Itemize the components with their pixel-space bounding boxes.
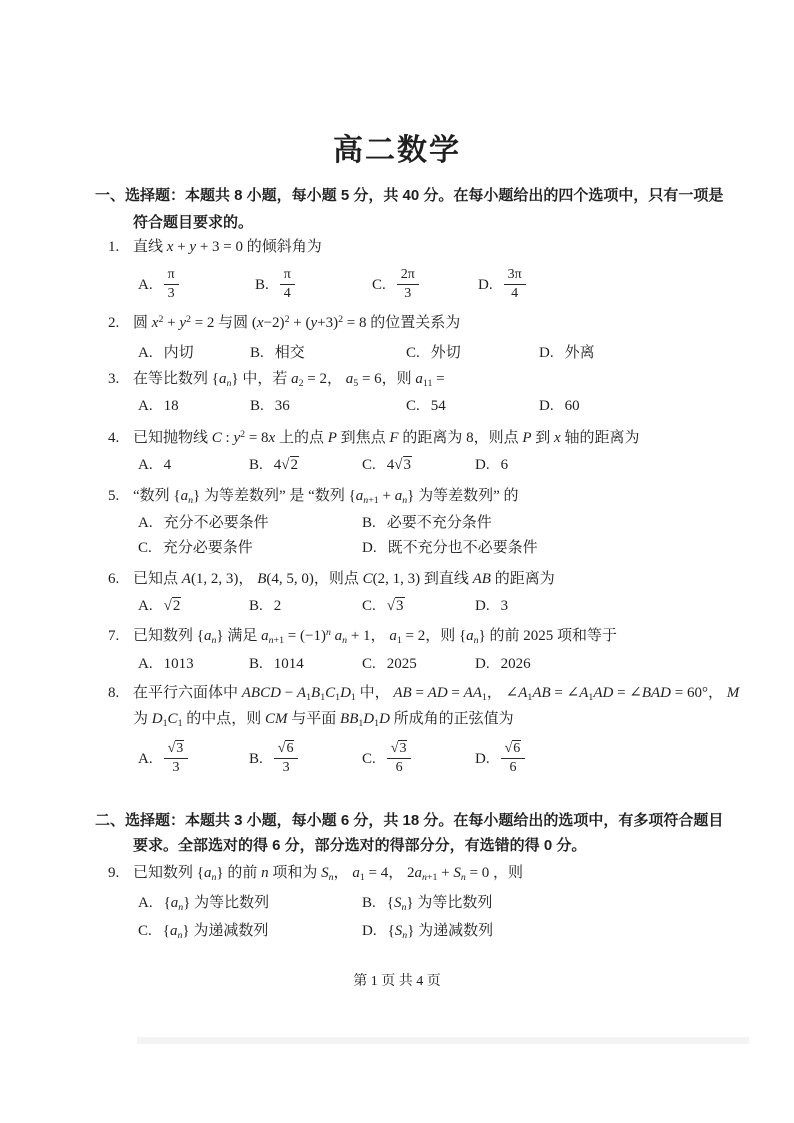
option-C [138,538,253,558]
option-label: B. [249,457,263,473]
option-label: D. [539,398,554,414]
option-value: $\frac{√6}{3}$ [274,741,299,776]
option-label: D. [539,345,554,361]
option-A [138,741,188,776]
option-C [406,343,461,363]
option-value: 相交 [274,345,305,361]
option-value: 36 [274,398,290,414]
option-A [138,513,269,533]
question-number: 8. [108,685,120,701]
option-A [138,596,181,616]
option-value: 3 [500,598,509,614]
option-C [138,921,268,941]
question-stem: “数列 $\{a_n\}$ 为等差数列” 是 “数列 $\{a_{n+1} + a_n\}$ 为等差数列” 的 [133,488,519,507]
option-value: 1014 [273,656,304,672]
question-number: 9. [108,865,120,881]
option-label: C. [138,923,152,939]
option-D [475,455,508,475]
option-value: $\{S_n\}$ 为递减数列 [387,923,494,942]
question-stem: 在等比数列 $\{a_n\}$ 中，若 $a_2 = 2$， $a_5 = 6$，则 $a_{11}$ = [133,371,445,390]
option-D [539,343,595,363]
scan-artifact-band [137,1037,749,1044]
option-label: A. [138,457,153,473]
option-label: B. [250,398,264,414]
option-value: $\frac{√6}{6}$ [501,741,526,776]
option-label: A. [138,895,153,911]
option-value: $\frac{2\pi}{3}$ [397,267,419,302]
option-A [138,455,171,475]
option-label: B. [249,598,263,614]
option-value: 1013 [163,656,194,672]
option-value: 外切 [430,345,461,361]
option-label: A. [138,656,153,672]
question-number: 3. [108,371,120,387]
option-D [475,741,525,776]
option-label: C. [362,598,376,614]
option-D [475,596,508,616]
option-value: $\frac{\pi}{3}$ [164,267,179,302]
option-value: 54 [430,398,446,414]
question-stem: 已知数列 $\{a_n\}$ 的前 n 项和为 $S_n$， $a_1 = 4$， $2a_{n+1} + S_n = 0$ ，则 [133,865,524,884]
option-label: C. [406,345,420,361]
option-value: $\frac{\pi}{4}$ [280,267,295,302]
option-B [249,654,304,674]
option-D [475,654,531,674]
question-stem: 在平行六面体中 ABCD − $A_1B_1C_1D_1$ 中， AB = AD = $AA_1$， $\angle A_1AB$ = $\angle A_1AD$ = ∠BAD = 60°， M [133,685,740,704]
option-label: C. [138,540,152,556]
option-value: √3 [386,598,404,614]
option-A [138,396,179,416]
option-value: 4√3 [386,457,411,473]
option-label: B. [362,515,376,531]
option-A [138,267,179,302]
option-label: B. [249,656,263,672]
option-label: A. [138,515,153,531]
option-value: 4√2 [273,457,298,473]
option-label: C. [362,457,376,473]
option-value: $\{S_n\}$ 为等比数列 [386,895,493,914]
option-label: C. [406,398,420,414]
option-label: D. [475,598,490,614]
option-B [249,455,299,475]
question-number: 4. [108,430,120,446]
question-stem: 为 $D_1C_1$ 的中点，则 CM 与平面 $BB_1D_1D$ 所成角的正弦值为 [133,711,514,730]
question-stem: 已知抛物线 C : $y^2 = 8x$ 上的点 P 到焦点 F 的距离为 8，则点 P 到 x 轴的距离为 [133,429,640,446]
question-stem: 已知数列 $\{a_n\}$ 满足 $a_{n+1} = (-1)^n$ $a_n + 1$， $a_1 = 2$，则 $\{a_n\}$ 的前 2025 项和等于 [133,627,618,647]
option-A [138,654,194,674]
option-B [362,513,492,533]
question-stem: 直线 x + y + 3 = 0 的倾斜角为 [133,239,322,255]
question-stem: 已知点 A(1, 2, 3)， B(4, 5, 0)，则点 C(2, 1, 3) 到直线 AB 的距离为 [133,571,555,587]
page-footer: 第 1 页 共 4 页 [353,974,441,989]
page-title: 高二数学 [333,134,461,167]
option-label: D. [478,276,493,293]
option-label: C. [362,656,376,672]
option-label: B. [249,750,263,767]
option-C [372,267,419,302]
option-label: A. [138,750,153,767]
option-label: D. [362,923,377,939]
option-C [362,741,411,776]
option-value: 60 [564,398,580,414]
option-B [250,396,290,416]
question-number: 7. [108,628,120,644]
option-label: C. [372,276,386,293]
option-label: D. [362,540,377,556]
option-C [362,455,412,475]
option-value: 2026 [500,656,531,672]
question-stem: 圆 $x^2 + y^2 = 2$ 与圆 $(x-2)^2 + (y+3)^2 = 8$ 的位置关系为 [133,314,461,331]
option-B [249,596,281,616]
option-label: A. [138,276,153,293]
option-value: $\frac{√3}{3}$ [164,741,189,776]
option-B [255,267,295,302]
section-1-heading-text: 一、选择题：本题共 8 小题，每小题 5 分，共 40 分。在每小题给出的四个选项中，只有一项是 [95,187,724,204]
option-value: 必要不充分条件 [386,515,492,531]
option-B [249,741,298,776]
option-value: 2 [273,598,282,614]
option-label: B. [362,895,376,911]
option-value: $\frac{3\pi}{4}$ [504,267,526,302]
question-number: 6. [108,571,120,587]
question-number: 5. [108,488,120,504]
option-value: 2025 [386,656,417,672]
option-A [138,343,194,363]
option-label: D. [475,457,490,473]
question-number: 1. [108,239,120,255]
section-2-heading-text: 要求。全部选对的得 6 分，部分选对的得部分分，有选错的得 0 分。 [133,837,587,854]
option-value: 内切 [163,345,194,361]
question-number: 2. [108,315,120,331]
option-value: √2 [163,598,181,614]
option-D [362,538,538,558]
option-label: C. [362,750,376,767]
option-value: 既不充分也不必要条件 [387,540,538,556]
section-2-heading-text: 二、选择题：本题共 3 小题，每小题 6 分，共 18 分。在每小题给出的选项中，有多项符合题目 [95,812,724,829]
option-A [138,893,269,913]
option-label: A. [138,598,153,614]
option-value: $\{a_n\}$ 为递减数列 [162,923,269,942]
option-B [362,893,492,913]
option-value: $\frac{√3}{6}$ [387,741,412,776]
option-value: 充分必要条件 [162,540,253,556]
option-label: D. [475,750,490,767]
option-value: 外离 [564,345,595,361]
option-C [406,396,446,416]
option-label: A. [138,398,153,414]
option-D [478,267,526,302]
option-label: B. [250,345,264,361]
option-value: 18 [163,398,179,414]
option-value: 充分不必要条件 [163,515,269,531]
option-C [362,596,405,616]
section-1-heading-text: 符合题目要求的。 [133,214,254,231]
option-label: D. [475,656,490,672]
option-value: 4 [163,457,172,473]
option-B [250,343,305,363]
option-D [362,921,493,941]
option-C [362,654,417,674]
option-value: $\{a_n\}$ 为等比数列 [163,895,270,914]
option-value: 6 [500,457,509,473]
option-label: A. [138,345,153,361]
option-label: B. [255,276,269,293]
option-D [539,396,580,416]
